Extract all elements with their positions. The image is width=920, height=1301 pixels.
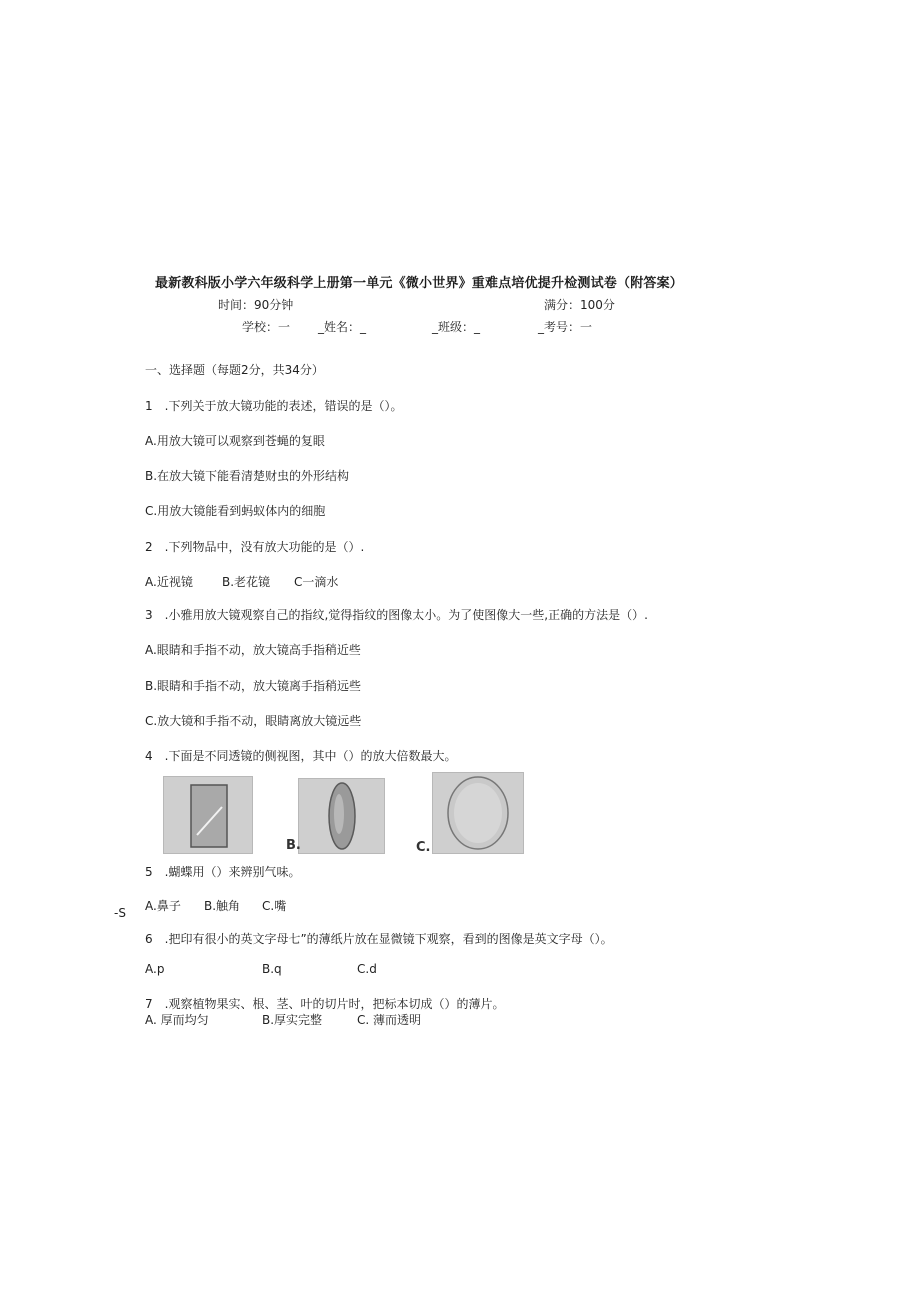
question-7-stem: 7 .观察植物果实、根、茎、叶的切片时，把标本切成（）的薄片。 <box>145 997 505 1011</box>
question-2-option-b: B.老花镜 <box>222 575 271 589</box>
class-field-label: _班级：_ <box>432 320 481 334</box>
question-5-stem: 5 .蝴蝶用（）来辨别气味。 <box>145 865 301 879</box>
lens-image-b <box>298 778 385 854</box>
question-1-option-c: C.用放大镜能看到蚂蚁体内的细胞 <box>145 504 326 518</box>
exam-title: 最新教科版小学六年级科学上册第一单元《微小世界》重难点培优提升检测试卷（附答案） <box>155 276 684 291</box>
name-field-label: _姓名：_ <box>318 320 367 334</box>
question-4-stem: 4 .下面是不同透镜的侧视图，其中（）的放大倍数最大。 <box>145 749 457 763</box>
margin-mark: -S <box>114 906 126 920</box>
question-3-option-a: A.眼睛和手指不动，放大镜高手指稍近些 <box>145 643 361 657</box>
thick-convex-lens-icon <box>433 773 523 853</box>
question-6-option-a: A.p <box>145 962 165 976</box>
question-1-stem: 1 .下列关于放大镜功能的表述，错误的是（）。 <box>145 399 403 413</box>
section-heading: 一、选择题（每题2分，共34分） <box>145 363 324 377</box>
thin-convex-lens-icon <box>299 779 384 853</box>
question-5-option-b: B.触角 <box>204 899 241 913</box>
question-1-option-a: A.用放大镜可以观察到苍蝇的复眼 <box>145 434 325 448</box>
question-5-option-a: A.鼻子 <box>145 899 181 913</box>
exam-full-score: 满分：100分 <box>544 298 615 312</box>
school-field-label: 学校：一 <box>242 320 291 334</box>
lens-image-a <box>163 776 253 854</box>
question-3-option-c: C.放大镜和手指不动，眼睛离放大镜远些 <box>145 714 362 728</box>
question-1-option-b: B.在放大镜下能看清楚财虫的外形结构 <box>145 469 350 483</box>
rectangular-lens-icon <box>164 777 252 853</box>
question-7-option-c: C. 薄而透明 <box>357 1013 422 1027</box>
question-3-option-b: B.眼睛和手指不动，放大镜离手指稍远些 <box>145 679 362 693</box>
question-7-option-a: A. 厚而均匀 <box>145 1013 209 1027</box>
question-6-option-b: B.q <box>262 962 282 976</box>
question-2-stem: 2 .下列物品中，没有放大功能的是（）. <box>145 540 365 554</box>
question-6-stem: 6 .把印有很小的英文字母七”的薄纸片放在显微镜下观察，看到的图像是英文字母（）。 <box>145 932 613 946</box>
question-2-option-a: A.近视镜 <box>145 575 193 589</box>
question-3-stem: 3 .小雅用放大镜观察自己的指纹,觉得指纹的图像太小。为了使图像大一些,正确的方法是（）. <box>145 608 648 622</box>
lens-image-c <box>432 772 524 854</box>
question-5-option-c: C.嘴 <box>262 899 287 913</box>
question-6-option-c: C.d <box>357 962 377 976</box>
question-2-option-c: C一滴水 <box>294 575 339 589</box>
exam-time: 时间：90分钟 <box>218 298 294 312</box>
lens-label-b: B. <box>286 838 301 853</box>
lens-label-c: C. <box>416 840 431 855</box>
exam-number-field-label: _考号：一 <box>538 320 593 334</box>
question-7-option-b: B.厚实完整 <box>262 1013 323 1027</box>
